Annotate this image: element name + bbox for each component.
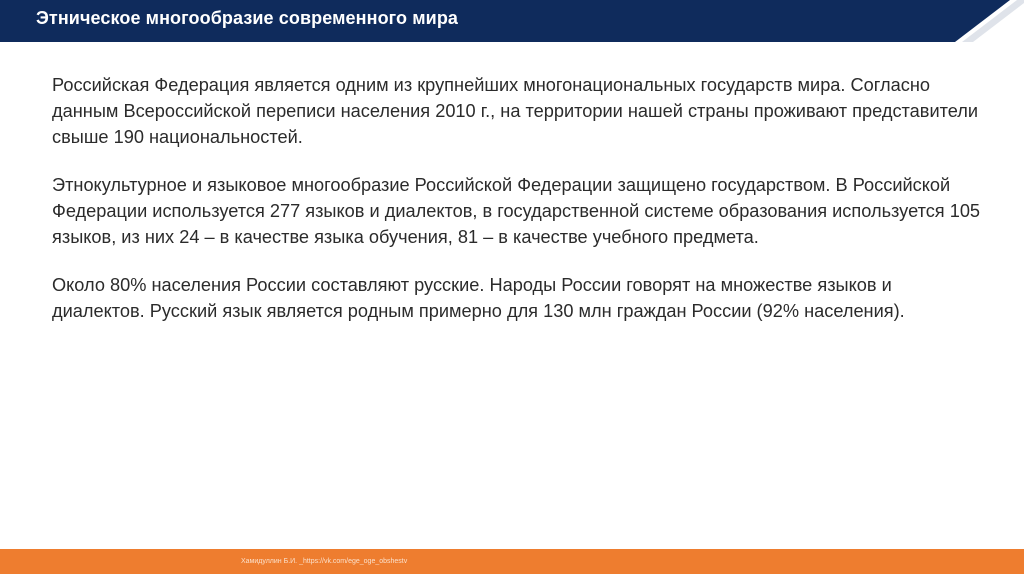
footer-credit: Хамидуллин Б.И. _https://vk.com/ege_oge_obshestv (241, 558, 408, 565)
slide-title: Этническое многообразие современного мира (36, 8, 459, 28)
paragraph-russian-population: Около 80% населения России составляют русские. Народы России говорят на множестве языков и диалектов. Русский язык является родным примерно для 130 млн граждан России (92% населения). (52, 275, 905, 321)
paragraph-federation: Российская Федерация является одним из крупнейших многонациональных государств мира. Согласно данным Всероссийской переписи населения 2010 г., на территории нашей страны проживают представители свыше 190 национальностей. (52, 75, 979, 147)
footer-bar (0, 549, 1024, 574)
header-bar (0, 0, 1024, 42)
paragraph-languages: Этнокультурное и языковое многообразие Российской Федерации защищено государством. В Российской Федерации используется 277 языков и диалектов, в государственной системе образования используется 105 языков, из них 24 – в качестве языка обучения, 81 – в качестве учебного предмета. (52, 175, 981, 247)
slide-body (52, 72, 982, 346)
